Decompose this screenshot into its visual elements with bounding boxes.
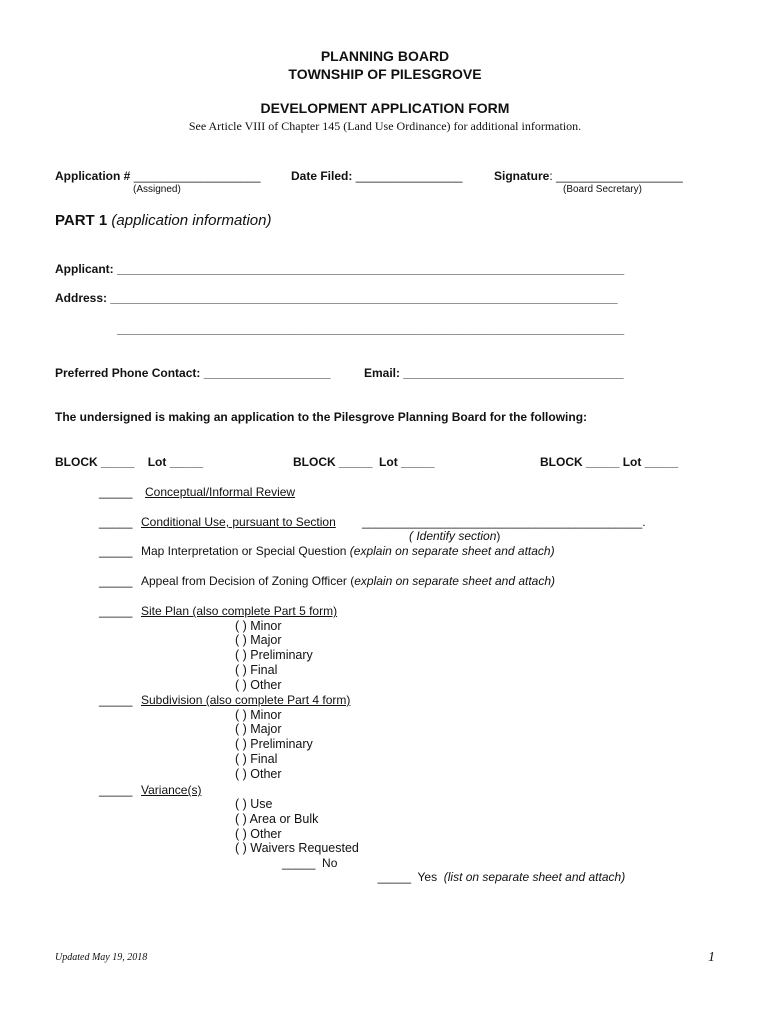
date-filed-field[interactable] bbox=[291, 169, 462, 183]
updated-date: Updated May 19, 2018 bbox=[55, 952, 148, 963]
conditional-section-blank[interactable]: __________________________________________. bbox=[362, 515, 646, 529]
site-plan-option-preliminary[interactable]: ( ) Preliminary bbox=[235, 648, 313, 662]
signature-field[interactable] bbox=[494, 169, 683, 183]
form-title: DEVELOPMENT APPLICATION FORM bbox=[260, 100, 510, 116]
site-plan-label: Site Plan (also complete Part 5 form) bbox=[141, 604, 338, 618]
identify-section-close: ) bbox=[496, 529, 501, 543]
block-lot-2[interactable]: BLOCK _____ Lot _____ bbox=[293, 455, 435, 469]
appeal-text: Appeal from Decision of Zoning Officer ( bbox=[141, 574, 355, 588]
block-lot-3[interactable]: BLOCK _____ Lot _____ bbox=[540, 455, 679, 469]
address-field[interactable]: Address: ____________________________________________________________________________ bbox=[55, 291, 618, 305]
variance-option-other[interactable]: ( ) Other bbox=[235, 827, 282, 841]
map-blank[interactable]: _____ bbox=[99, 544, 133, 558]
signature-blank: ___________________ bbox=[556, 169, 683, 183]
waiver-yes-note: (list on separate sheet and attach) bbox=[443, 870, 626, 884]
board-secretary-note: (Board Secretary) bbox=[563, 184, 642, 195]
appeal-label bbox=[141, 574, 555, 588]
subdivision-option-major[interactable]: ( ) Major bbox=[235, 722, 282, 736]
variance-blank[interactable]: _____ bbox=[99, 783, 133, 797]
signature-label: Signature bbox=[494, 169, 550, 183]
waiver-yes-option[interactable] bbox=[371, 856, 625, 884]
conceptual-review-label: Conceptual/Informal Review bbox=[145, 485, 296, 499]
block-lot-1[interactable]: BLOCK _____ Lot _____ bbox=[55, 455, 204, 469]
conceptual-blank[interactable]: _____ bbox=[99, 485, 133, 499]
variance-option-waivers[interactable]: ( ) Waivers Requested bbox=[235, 841, 359, 855]
conditional-blank[interactable]: _____ bbox=[99, 515, 133, 529]
subdivision-option-other[interactable]: ( ) Other bbox=[235, 767, 282, 781]
header-line-2: TOWNSHIP OF PILESGROVE bbox=[288, 66, 482, 82]
application-number-label: Application # bbox=[55, 169, 131, 183]
subdivision-option-final[interactable]: ( ) Final bbox=[235, 752, 278, 766]
site-plan-option-major[interactable]: ( ) Major bbox=[235, 633, 282, 647]
applicant-field[interactable]: Applicant: ____________________________________________________________________________ bbox=[55, 262, 625, 276]
site-plan-option-final[interactable]: ( ) Final bbox=[235, 663, 278, 677]
part1-heading bbox=[55, 212, 271, 229]
address-line-2-field[interactable]: ____________________________________________________________________________ bbox=[117, 322, 625, 336]
date-filed-label: Date Filed: bbox=[291, 169, 353, 183]
date-filed-blank: ________________ bbox=[355, 169, 463, 183]
map-interpretation-text: Map Interpretation or Special Question bbox=[141, 544, 350, 558]
page-number: 1 bbox=[708, 950, 715, 965]
site-plan-option-other[interactable]: ( ) Other bbox=[235, 678, 282, 692]
subdivision-blank[interactable]: _____ bbox=[99, 693, 133, 707]
application-statement: The undersigned is making an application to the Pilesgrove Planning Board for the following: bbox=[55, 410, 588, 424]
subdivision-label: Subdivision (also complete Part 4 form) bbox=[141, 693, 351, 707]
site-plan-option-minor[interactable]: ( ) Minor bbox=[235, 619, 282, 633]
waiver-yes-text: _____ Yes bbox=[377, 870, 444, 884]
site-plan-blank[interactable]: _____ bbox=[99, 604, 133, 618]
variance-option-use[interactable]: ( ) Use bbox=[235, 797, 273, 811]
assigned-note: (Assigned) bbox=[133, 184, 181, 195]
map-interpretation-note: (explain on separate sheet and attach) bbox=[349, 544, 555, 558]
application-number-blank: ___________________ bbox=[133, 169, 261, 183]
conditional-use-label: Conditional Use, pursuant to Section bbox=[141, 515, 336, 529]
signature-colon: : bbox=[549, 169, 553, 183]
part1-label: PART 1 bbox=[55, 212, 108, 229]
part1-subheading: (application information) bbox=[111, 212, 272, 229]
appeal-note: explain on separate sheet and attach) bbox=[354, 574, 556, 588]
variance-label: Variance(s) bbox=[141, 783, 202, 797]
identify-section-text: ( Identify section bbox=[409, 529, 497, 543]
variance-option-area-bulk[interactable]: ( ) Area or Bulk bbox=[235, 812, 319, 826]
map-interpretation-label bbox=[141, 544, 555, 558]
waiver-no-option[interactable]: _____ No bbox=[282, 856, 338, 870]
subdivision-option-preliminary[interactable]: ( ) Preliminary bbox=[235, 737, 313, 751]
subdivision-option-minor[interactable]: ( ) Minor bbox=[235, 708, 282, 722]
identify-section-note bbox=[409, 529, 500, 543]
email-field[interactable]: Email: _________________________________ bbox=[364, 366, 624, 380]
application-number-field[interactable] bbox=[55, 169, 261, 183]
header-line-1: PLANNING BOARD bbox=[320, 48, 450, 64]
appeal-blank[interactable]: _____ bbox=[99, 574, 133, 588]
ordinance-note: See Article VIII of Chapter 145 (Land Use Ordinance) for additional information. bbox=[188, 119, 582, 133]
phone-field[interactable]: Preferred Phone Contact: ___________________ bbox=[55, 366, 331, 380]
